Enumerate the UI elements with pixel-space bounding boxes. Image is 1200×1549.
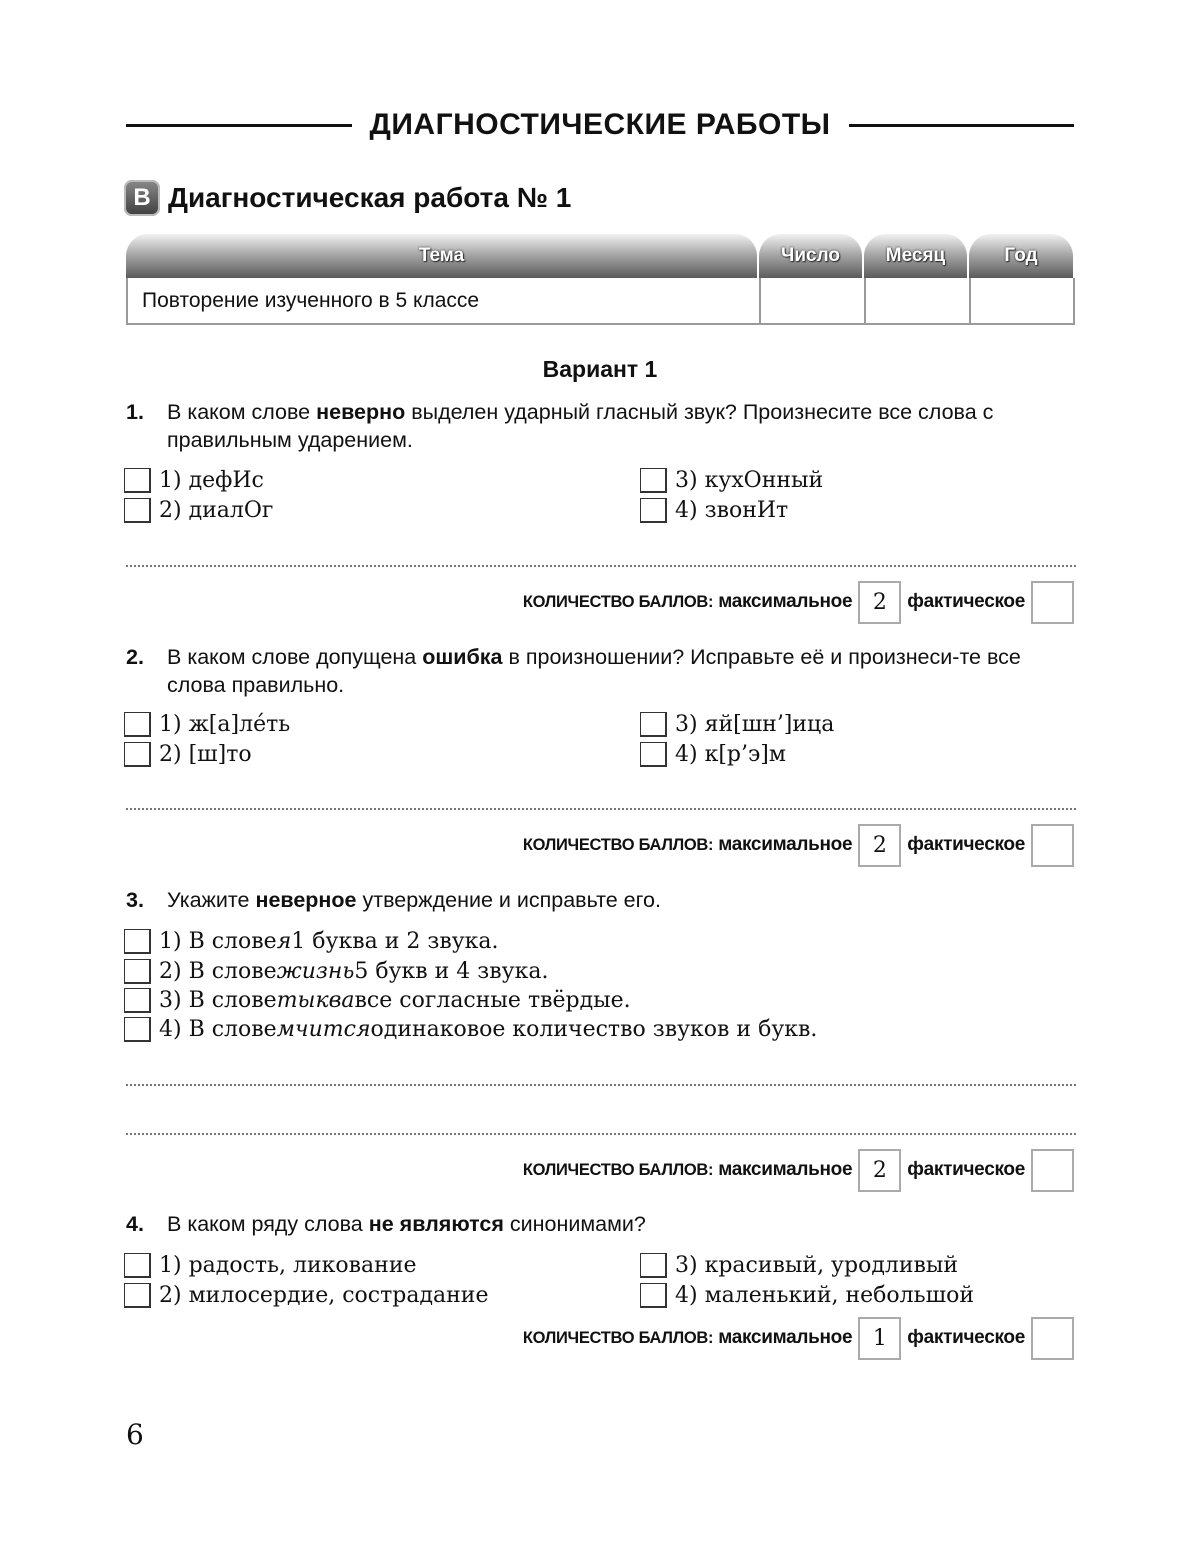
month-field[interactable] [866, 278, 971, 323]
section-title: ДИАГНОСТИЧЕСКИЕ РАБОТЫ [369, 108, 831, 141]
answer-line[interactable] [126, 808, 1076, 810]
answer-checkbox[interactable] [124, 959, 151, 984]
answer-checkbox[interactable] [124, 498, 151, 523]
question-2 [126, 643, 1076, 699]
day-field[interactable] [761, 278, 866, 323]
score-row: КОЛИЧЕСТВО БАЛЛОВ: максимальное 1 фактическое [523, 1316, 1074, 1360]
question-number: 1. [126, 400, 144, 424]
work-title-text: Диагностическая работа № 1 [168, 182, 572, 213]
section-heading [126, 100, 1074, 150]
answer-option[interactable]: 2) [ш]то [124, 740, 252, 769]
max-score: 2 [858, 824, 901, 867]
answer-checkbox[interactable] [640, 468, 667, 493]
score-row: КОЛИЧЕСТВО БАЛЛОВ: максимальное 2 фактическое [523, 580, 1074, 624]
answer-option[interactable]: 2) диалОг [124, 496, 273, 525]
score-row: КОЛИЧЕСТВО БАЛЛОВ: максимальное 2 фактическое [523, 823, 1074, 867]
variant-title: Вариант 1 [542, 356, 658, 382]
work-title [124, 180, 571, 216]
answer-checkbox[interactable] [640, 742, 667, 767]
answer-checkbox[interactable] [124, 1017, 151, 1042]
answer-option[interactable]: 1) В слове я 1 буква и 2 звука. [124, 927, 499, 956]
answer-option[interactable]: 3) яй[шн’]ица [640, 710, 834, 739]
question-number: 3. [126, 888, 144, 912]
heading-rule-left [126, 124, 352, 127]
answer-checkbox[interactable] [124, 929, 151, 954]
actual-score-box[interactable] [1031, 581, 1074, 624]
topic-table [126, 234, 1075, 325]
question-4 [126, 1210, 1076, 1238]
answer-option[interactable]: 1) радость, ликование [124, 1251, 417, 1280]
header-day: Число [759, 234, 862, 278]
year-field[interactable] [971, 278, 1073, 323]
answer-checkbox[interactable] [640, 1253, 667, 1278]
question-text: В каком слове допущена ошибка в произношении? Исправьте её и произнеси-те все слова правильно. [167, 645, 1021, 697]
header-topic: Тема [126, 234, 757, 278]
page-number: 6 [126, 1418, 144, 1451]
header-month: Месяц [864, 234, 967, 278]
question-text: В каком ряду слова не являются синонимами? [167, 1212, 646, 1236]
answer-checkbox[interactable] [640, 1283, 667, 1308]
answer-line[interactable] [126, 1084, 1076, 1086]
answer-checkbox[interactable] [640, 498, 667, 523]
question-3 [126, 886, 1076, 914]
actual-score-box[interactable] [1031, 1149, 1074, 1192]
answer-option[interactable]: 3) кухОнный [640, 466, 823, 495]
answer-option[interactable]: 3) В слове тыква все согласные твёрдые. [124, 986, 631, 1015]
answer-checkbox[interactable] [124, 988, 151, 1013]
answer-checkbox[interactable] [124, 468, 151, 493]
answer-option[interactable]: 4) звонИт [640, 496, 788, 525]
answer-checkbox[interactable] [124, 712, 151, 737]
answer-option[interactable]: 3) красивый, уродливый [640, 1251, 958, 1280]
max-score: 2 [858, 1149, 901, 1192]
topic-table-header [126, 234, 1075, 278]
actual-score-box[interactable] [1031, 824, 1074, 867]
topic-table-row [126, 278, 1075, 325]
answer-option[interactable]: 4) В слове мчится одинаковое количество звуков и букв. [124, 1015, 817, 1044]
section-badge: В [124, 180, 160, 216]
answer-option[interactable]: 1) дефИс [124, 466, 264, 495]
answer-option[interactable]: 2) милосердие, сострадание [124, 1281, 488, 1310]
answer-line[interactable] [126, 565, 1076, 567]
topic-cell: Повторение изученного в 5 классе [128, 278, 761, 323]
actual-score-box[interactable] [1031, 1317, 1074, 1360]
answer-option[interactable]: 4) к[р’э]м [640, 740, 786, 769]
answer-checkbox[interactable] [640, 712, 667, 737]
question-text: В каком слове неверно выделен ударный гласный звук? Произнесите все слова с правильным ударением. [167, 400, 994, 452]
answer-checkbox[interactable] [124, 1253, 151, 1278]
answer-option[interactable]: 4) маленький, небольшой [640, 1281, 974, 1310]
answer-option[interactable]: 2) В слове жизнь 5 букв и 4 звука. [124, 957, 549, 986]
question-1 [126, 398, 1076, 454]
header-year: Год [969, 234, 1073, 278]
question-number: 4. [126, 1212, 144, 1236]
question-text: Укажите неверное утверждение и исправьте его. [167, 888, 661, 912]
max-score: 2 [858, 581, 901, 624]
answer-option[interactable]: 1) ж[а]ле́ть [124, 710, 290, 739]
question-number: 2. [126, 645, 144, 669]
answer-line[interactable] [126, 1133, 1076, 1135]
answer-checkbox[interactable] [124, 742, 151, 767]
answer-checkbox[interactable] [124, 1283, 151, 1308]
score-row: КОЛИЧЕСТВО БАЛЛОВ: максимальное 2 фактическое [523, 1148, 1074, 1192]
max-score: 1 [858, 1317, 901, 1360]
heading-rule-right [849, 124, 1075, 127]
